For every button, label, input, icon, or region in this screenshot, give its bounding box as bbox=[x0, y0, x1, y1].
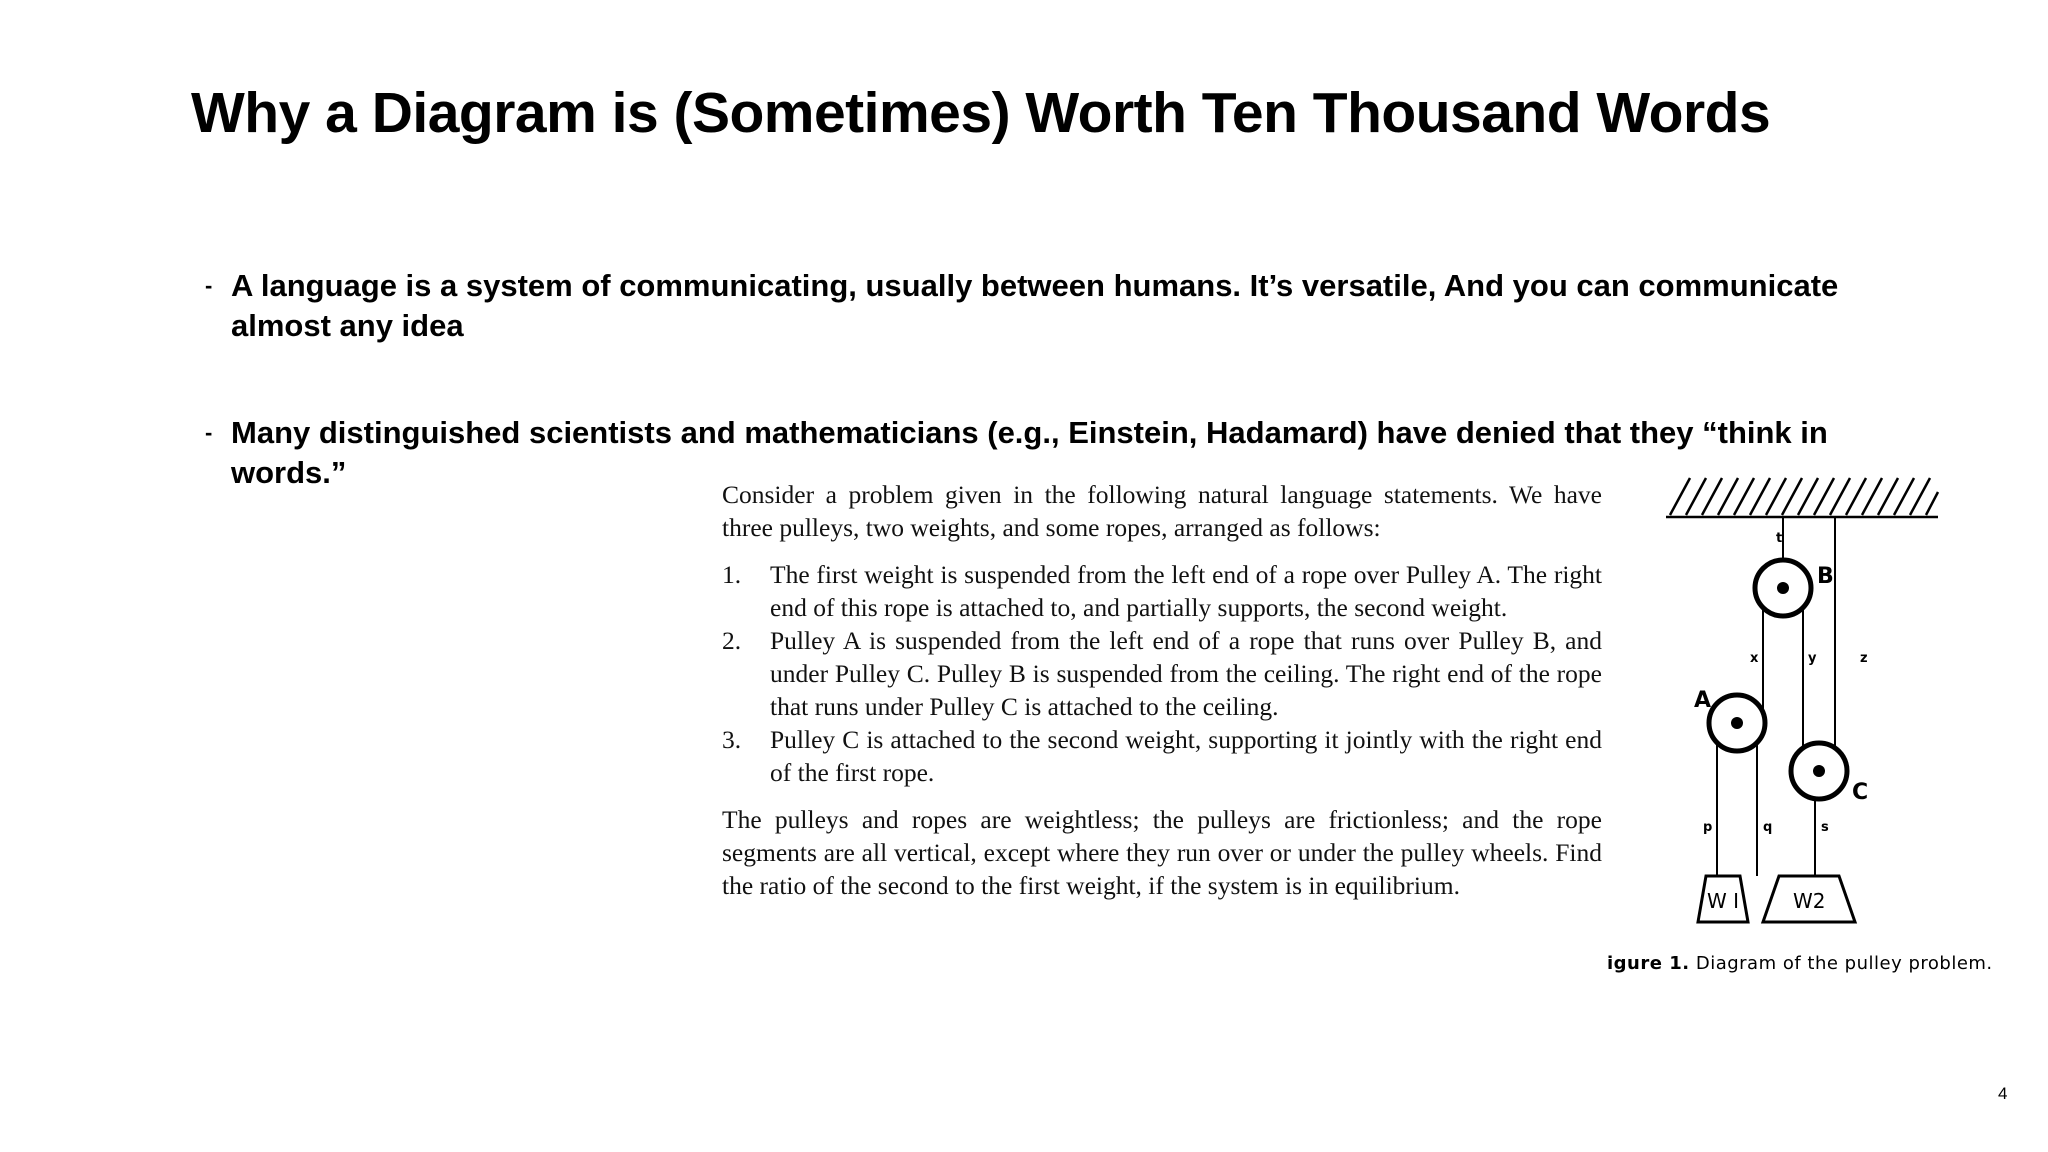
item-text: Pulley C is attached to the second weight, supporting it jointly with the right end of the first rope. bbox=[770, 725, 1602, 787]
item-text: The first weight is suspended from the left end of a rope over Pulley A. The right end of this rope is attached to, and partially supports, the second weight. bbox=[770, 560, 1602, 622]
problem-item bbox=[722, 624, 1602, 723]
label-rope-q: q bbox=[1763, 820, 1773, 835]
pulley-diagram bbox=[1660, 470, 1950, 940]
caption-label: igure 1. bbox=[1607, 953, 1690, 974]
label-rope-p: p bbox=[1703, 820, 1713, 835]
page-number: 4 bbox=[1998, 1084, 2008, 1103]
item-number: 3. bbox=[722, 725, 742, 754]
bullet-text: Many distinguished scientists and mathematicians (e.g., Einstein, Hadamard) have denied that they “think in words.” bbox=[231, 415, 1828, 490]
problem-item bbox=[722, 558, 1602, 624]
bullet-text: A language is a system of communicating, usually between humans. It’s versatile, And you can communicate almost any idea bbox=[231, 268, 1839, 343]
ceiling bbox=[1666, 478, 1938, 517]
bullet-language bbox=[205, 266, 1931, 346]
label-pulley-a: A bbox=[1694, 688, 1712, 713]
problem-item bbox=[722, 723, 1602, 789]
pulley-problem-text bbox=[722, 478, 1602, 902]
item-text: Pulley A is suspended from the left end of a rope that runs over Pulley B, and under Pulley C. Pulley B is suspended from the ceiling. The right end of the rope that runs under Pulley C is attached to the ceiling. bbox=[770, 626, 1602, 721]
pulley-c bbox=[1791, 743, 1847, 799]
slide-title: Why a Diagram is (Sometimes) Worth Ten Thousand Words bbox=[191, 81, 1771, 145]
item-number: 1. bbox=[722, 560, 742, 589]
bullet-marker: - bbox=[205, 420, 213, 445]
problem-intro: Consider a problem given in the following natural language statements. We have three pulleys, two weights, and some ropes, arranged as follows: bbox=[722, 480, 1602, 542]
label-weight-1: W I bbox=[1707, 889, 1740, 913]
figure-caption bbox=[1607, 953, 1993, 974]
pulley-b bbox=[1755, 560, 1811, 616]
label-rope-z: z bbox=[1860, 651, 1868, 666]
label-rope-t: t bbox=[1776, 531, 1783, 546]
bullet-marker: - bbox=[205, 273, 213, 298]
label-rope-y: y bbox=[1808, 651, 1817, 666]
problem-list bbox=[722, 558, 1602, 789]
label-weight-2: W2 bbox=[1793, 889, 1826, 913]
problem-closing: The pulleys and ropes are weightless; the pulleys are frictionless; and the rope segments are all vertical, except where they run over or under the pulley wheels. Find the ratio of the second to the first weight, if the system is in equilibrium. bbox=[722, 805, 1602, 900]
label-rope-x: x bbox=[1750, 651, 1759, 666]
caption-text: Diagram of the pulley problem. bbox=[1695, 953, 1993, 974]
item-number: 2. bbox=[722, 626, 742, 655]
label-rope-s: s bbox=[1821, 820, 1829, 835]
label-pulley-b: B bbox=[1817, 564, 1834, 589]
label-pulley-c: C bbox=[1852, 780, 1869, 805]
pulley-a bbox=[1709, 695, 1765, 751]
ceiling-hatching bbox=[1670, 478, 1938, 515]
